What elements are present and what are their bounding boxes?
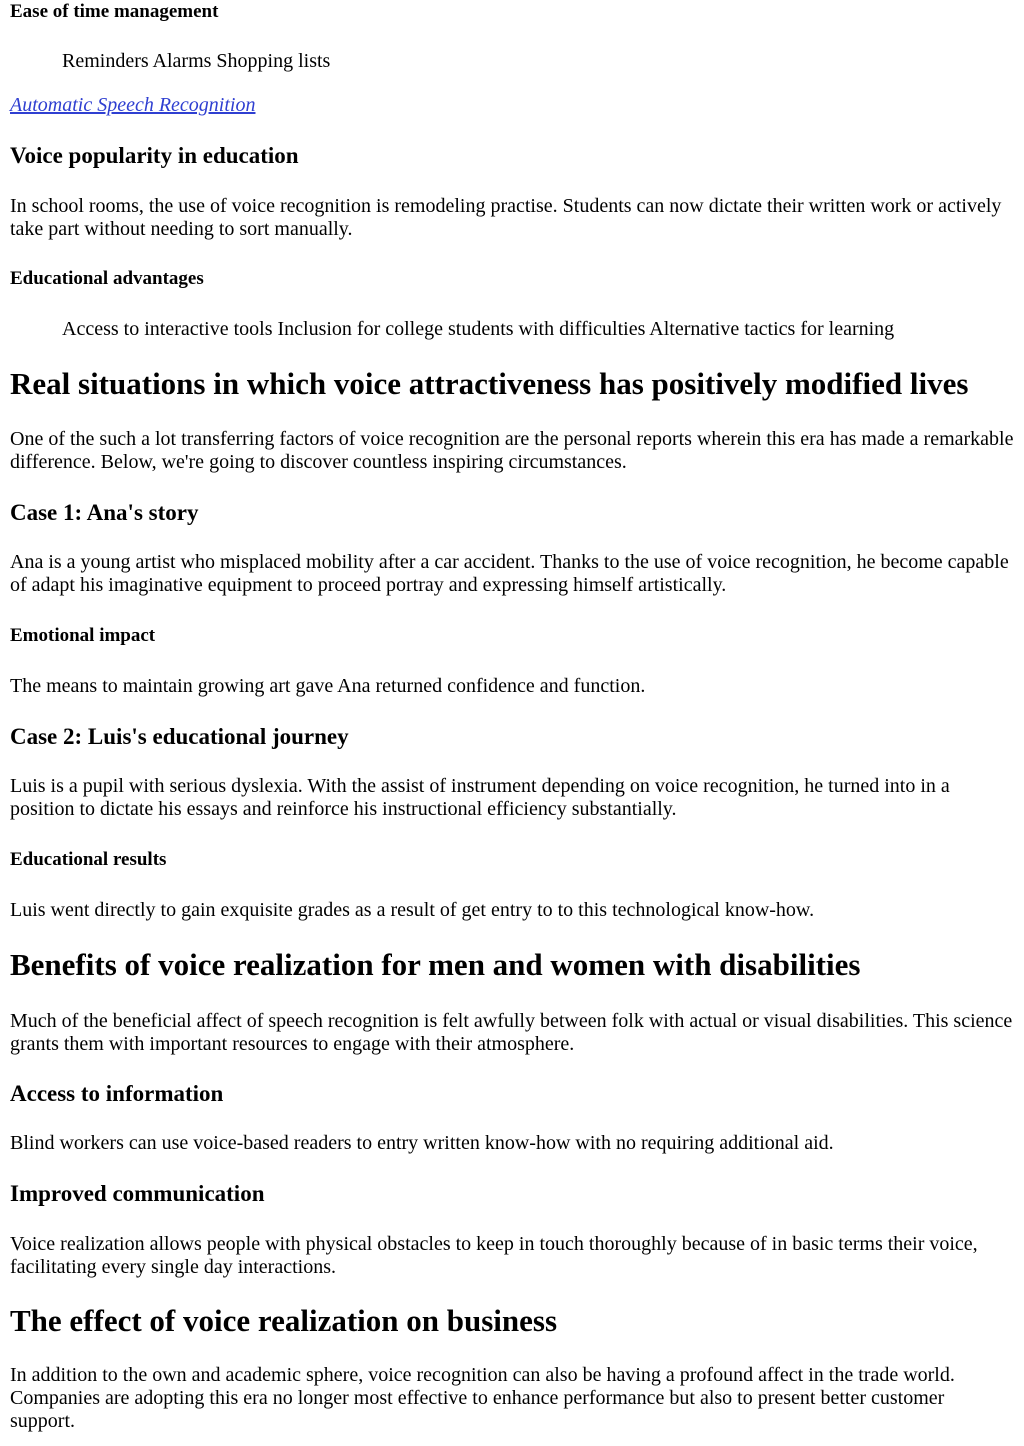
improved-communication-body: Voice realization allows people with physical obstacles to keep in touch thoroughly because of in basic terms their voice, facilitating every single day interactions.: [10, 1233, 978, 1278]
real-situations-body: One of the such a lot transferring factors of voice recognition are the personal reports wherein this era has made a remarkable difference. Below, we're going to discover countless inspiring circumstances.: [10, 428, 1014, 473]
case2-body: Luis is a pupil with serious dyslexia. With the assist of instrument depending on voice recognition, he turned into in a position to dictate his essays and reinforce his instructional efficiency substantially.: [10, 775, 950, 820]
access-information-body: Blind workers can use voice-based readers to entry written know-how with no requiring additional aid.: [10, 1132, 834, 1154]
asr-link-paragraph: [10, 94, 1014, 117]
educational-advantages-list: Access to interactive tools Inclusion for college students with difficulties Alternative tactics for learning: [62, 318, 895, 340]
case1-body: Ana is a young artist who misplaced mobility after a car accident. Thanks to the use of voice recognition, he become capable of adapt his imaginative equipment to proceed portray and expressing himself artistically.: [10, 551, 1009, 596]
emotional-impact-heading: Emotional impact: [10, 625, 156, 646]
business-heading: The effect of voice realization on business: [10, 1303, 558, 1338]
access-information-heading: Access to information: [10, 1081, 224, 1106]
case1-heading: Case 1: Ana's story: [10, 500, 199, 525]
time-management-heading: Ease of time management: [10, 1, 219, 22]
case2-heading: Case 2: Luis's educational journey: [10, 724, 349, 749]
disabilities-body: Much of the beneficial affect of speech recognition is felt awfully between folk with actual or visual disabilities. This science grants them with important resources to engage with their atmosphere.: [10, 1010, 1013, 1055]
time-management-list: Reminders Alarms Shopping lists: [62, 50, 331, 72]
asr-link[interactable]: Automatic Speech Recognition: [10, 94, 256, 116]
educational-advantages-heading: Educational advantages: [10, 268, 204, 289]
emotional-impact-body: The means to maintain growing art gave Ana returned confidence and function.: [10, 675, 646, 697]
education-heading: Voice popularity in education: [10, 143, 299, 168]
real-situations-heading: Real situations in which voice attractiveness has positively modified lives: [10, 366, 969, 401]
educational-results-body: Luis went directly to gain exquisite grades as a result of get entry to to this technological know-how.: [10, 899, 815, 921]
business-body: In addition to the own and academic sphere, voice recognition can also be having a profound affect in the trade world. Companies are adopting this era no longer most effective to enhance performance but also to present better customer support.: [10, 1364, 955, 1432]
education-body: In school rooms, the use of voice recognition is remodeling practise. Students can now dictate their written work or actively take part without needing to sort manually.: [10, 195, 1002, 240]
disabilities-heading: Benefits of voice realization for men and women with disabilities: [10, 947, 861, 982]
improved-communication-heading: Improved communication: [10, 1181, 265, 1206]
educational-results-heading: Educational results: [10, 849, 167, 870]
